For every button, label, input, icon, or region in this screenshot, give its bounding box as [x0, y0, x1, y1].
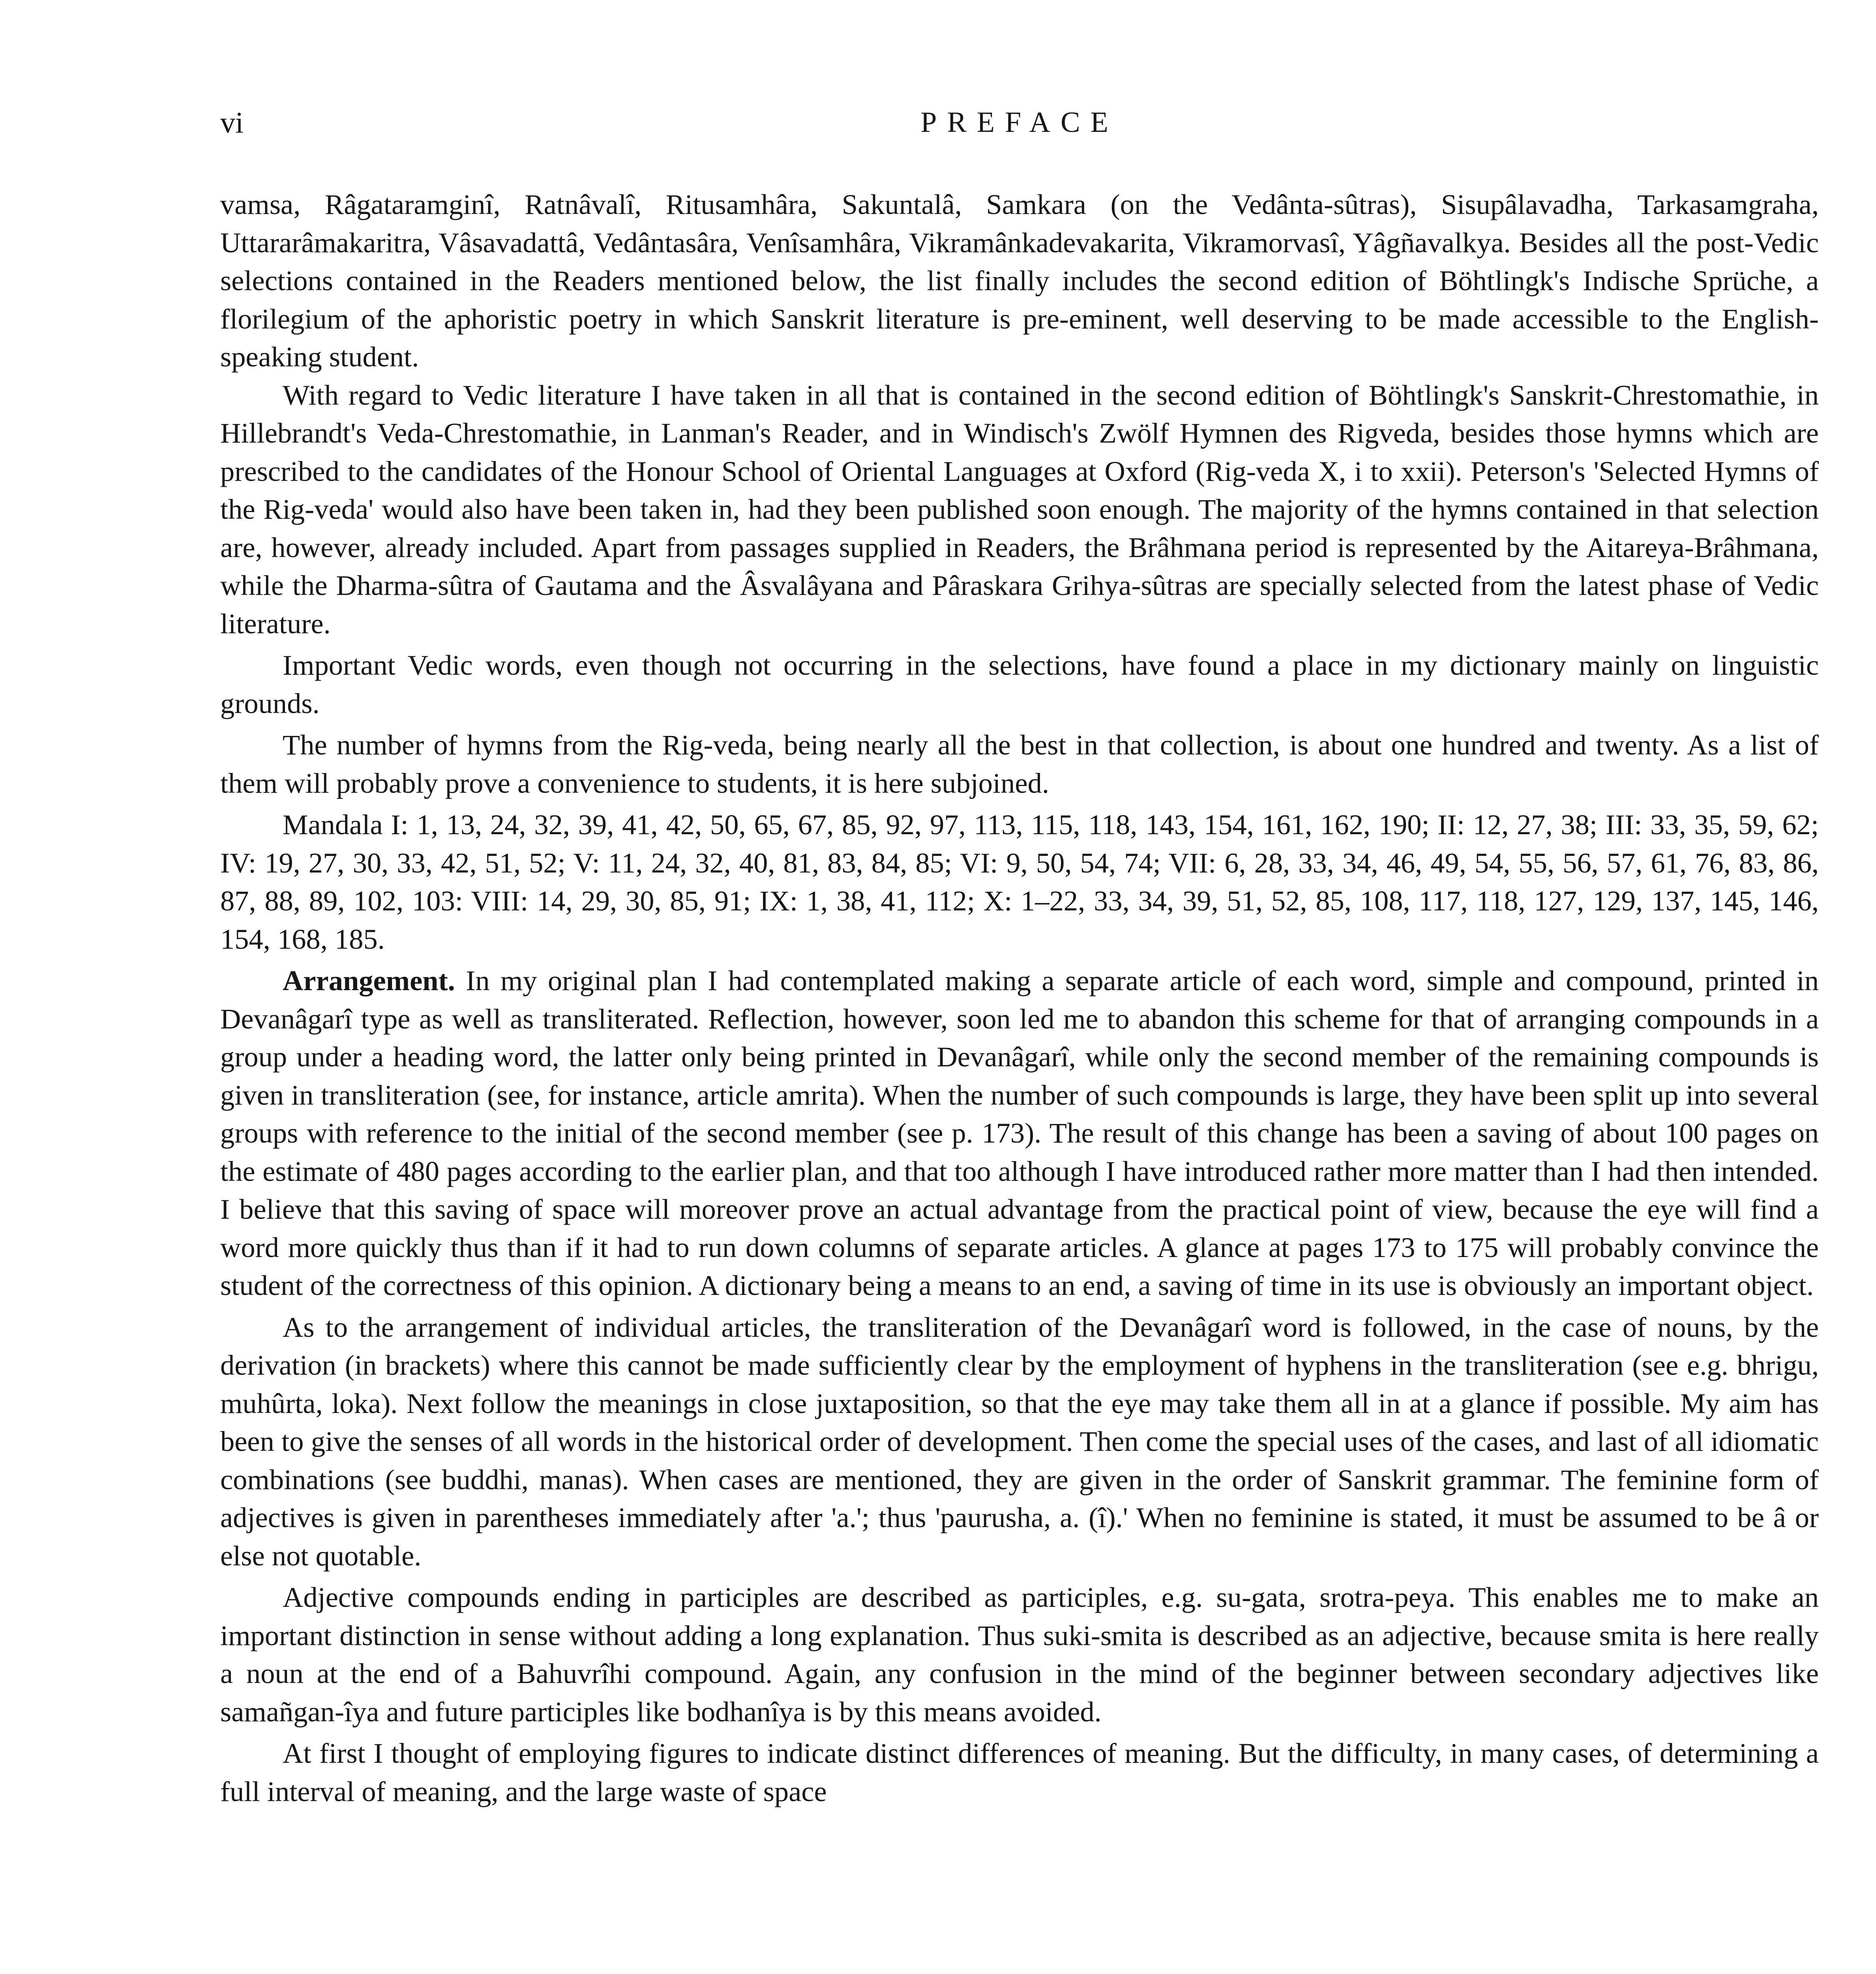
- page-header: [220, 106, 1819, 157]
- paragraph-continued-titles-list: vamsa, Râgataramginî, Ratnâvalî, Ritusamhâra, Sakuntalâ, Samkara (on the Vedânta-sûtras), Sisupâlavadha, Tarkasamgraha, Uttararâmakaritra, Vâsavadattâ, Vedântasâra, Venîsamhâra, Vikramânkadevakarita, Vikramorvasî, Yâgñavalkya. Besides all the post-Vedic selections contained in the Readers mentioned below, the list finally includes the second edition of Böhtlingk's Indische Sprüche, a florilegium of the aphoristic poetry in which Sanskrit literature is pre-eminent, well deserving to be made accessible to the English-speaking student.: [220, 188, 1819, 373]
- running-title: PREFACE: [920, 106, 1119, 139]
- paragraph-arrangement: [220, 962, 1819, 1305]
- paragraph-individual-articles: As to the arrangement of individual articles, the transliteration of the Devanâgarî word is followed, in the case of nouns, by the derivation (in brackets) where this cannot be made sufficiently clear by the employment of hyphens in the transliteration (see e.g. bhrigu, muhûrta, loka). Next follow the meanings in close juxtaposition, so that the eye may take them all in at a glance if possible. My aim has been to give the senses of all words in the historical order of development. Then come the special uses of the cases, and last of all idiomatic combinations (see buddhi, manas). When cases are mentioned, they are given in the order of Sanskrit grammar. The feminine form of adjectives is given in parentheses immediately after 'a.'; thus 'paurusha, a. (î).' When no feminine is stated, it must be assumed to be â or else not quotable.: [220, 1311, 1819, 1572]
- paragraph-hymn-list: Mandala I: 1, 13, 24, 32, 39, 41, 42, 50, 65, 67, 85, 92, 97, 113, 115, 118, 143, 154, 161, 162, 190; II: 12, 27, 38; III: 33, 35, 59, 62; IV: 19, 27, 30, 33, 42, 51, 52; V: 11, 24, 32, 40, 81, 83, 84, 85; VI: 9, 50, 54, 74; VII: 6, 28, 33, 34, 46, 49, 54, 55, 56, 57, 61, 76, 83, 86, 87, 88, 89, 102, 103: VIII: 14, 29, 30, 85, 91; IX: 1, 38, 41, 112; X: 1–22, 33, 34, 39, 51, 52, 85, 108, 117, 118, 127, 129, 137, 145, 146, 154, 168, 185.: [220, 809, 1819, 955]
- paragraph-vedic-literature: With regard to Vedic literature I have taken in all that is contained in the second edition of Böhtlingk's Sanskrit-Chrestomathie, in Hillebrandt's Veda-Chrestomathie, in Lanman's Reader, and in Windisch's Zwölf Hymnen des Rigveda, besides those hymns which are prescribed to the candidates of the Honour School of Oriental Languages at Oxford (Rig-veda X, i to xxii). Peterson's 'Selected Hymns of the Rig-veda' would also have been taken in, had they been published soon enough. The majority of the hymns contained in that selection are, however, already included. Apart from passages supplied in Readers, the Brâhmana period is represented by the Aitareya-Brâhmana, while the Dharma-sûtra of Gautama and the Âsvalâyana and Pâraskara Grihya-sûtras are specially selected from the latest phase of Vedic literature.: [220, 379, 1819, 640]
- arrangement-text: In my original plan I had contemplated making a separate article of each word, simple and compound, printed in Devanâgarî type as well as transliterated. Reflection, however, soon led me to abandon this scheme for that of arranging compounds in a group under a heading word, the latter only being printed in Devanâgarî, while only the second member of the remaining compounds is given in transliteration (see, for instance, article amrita). When the number of such compounds is large, they have been split up into several groups with reference to the initial of the second member (see p. 173). The result of this change has been a saving of about 100 pages on the estimate of 480 pages according to the earlier plan, and that too although I have introduced rather more matter than I had then intended. I believe that this saving of space will moreover prove an actual advantage from the practical point of view, because the eye will find a word more quickly thus than if it had to run down columns of separate articles. A glance at pages 173 to 175 will probably convince the student of the correctness of this opinion. A dictionary being a means to an end, a saving of time in its use is obviously an important object.: [220, 964, 1819, 1301]
- body-text: [220, 186, 1819, 1811]
- paragraph-adjective-compounds: Adjective compounds ending in participles are described as participles, e.g. su-gata, srotra-peya. This enables me to make an important distinction in sense without adding a long explanation. Thus suki-smita is described as an adjective, because smita is here really a noun at the end of a Bahuvrîhi compound. Again, any confusion in the mind of the beginner between secondary adjectives like samañgan-îya and future participles like bodhanîya is by this means avoided.: [220, 1581, 1819, 1728]
- paragraph-vedic-words: Important Vedic words, even though not occurring in the selections, have found a place in my dictionary mainly on linguistic grounds.: [220, 649, 1819, 719]
- paragraph-figures: At first I thought of employing figures to indicate distinct differences of meaning. But the difficulty, in many cases, of determining a full interval of meaning, and the large waste of space: [220, 1737, 1819, 1807]
- arrangement-heading: Arrangement.: [283, 964, 455, 996]
- page-number: vi: [220, 106, 244, 139]
- paragraph-hymn-count: The number of hymns from the Rig-veda, being nearly all the best in that collection, is about one hundred and twenty. As a list of them will probably prove a convenience to students, it is here subjoined.: [220, 729, 1819, 799]
